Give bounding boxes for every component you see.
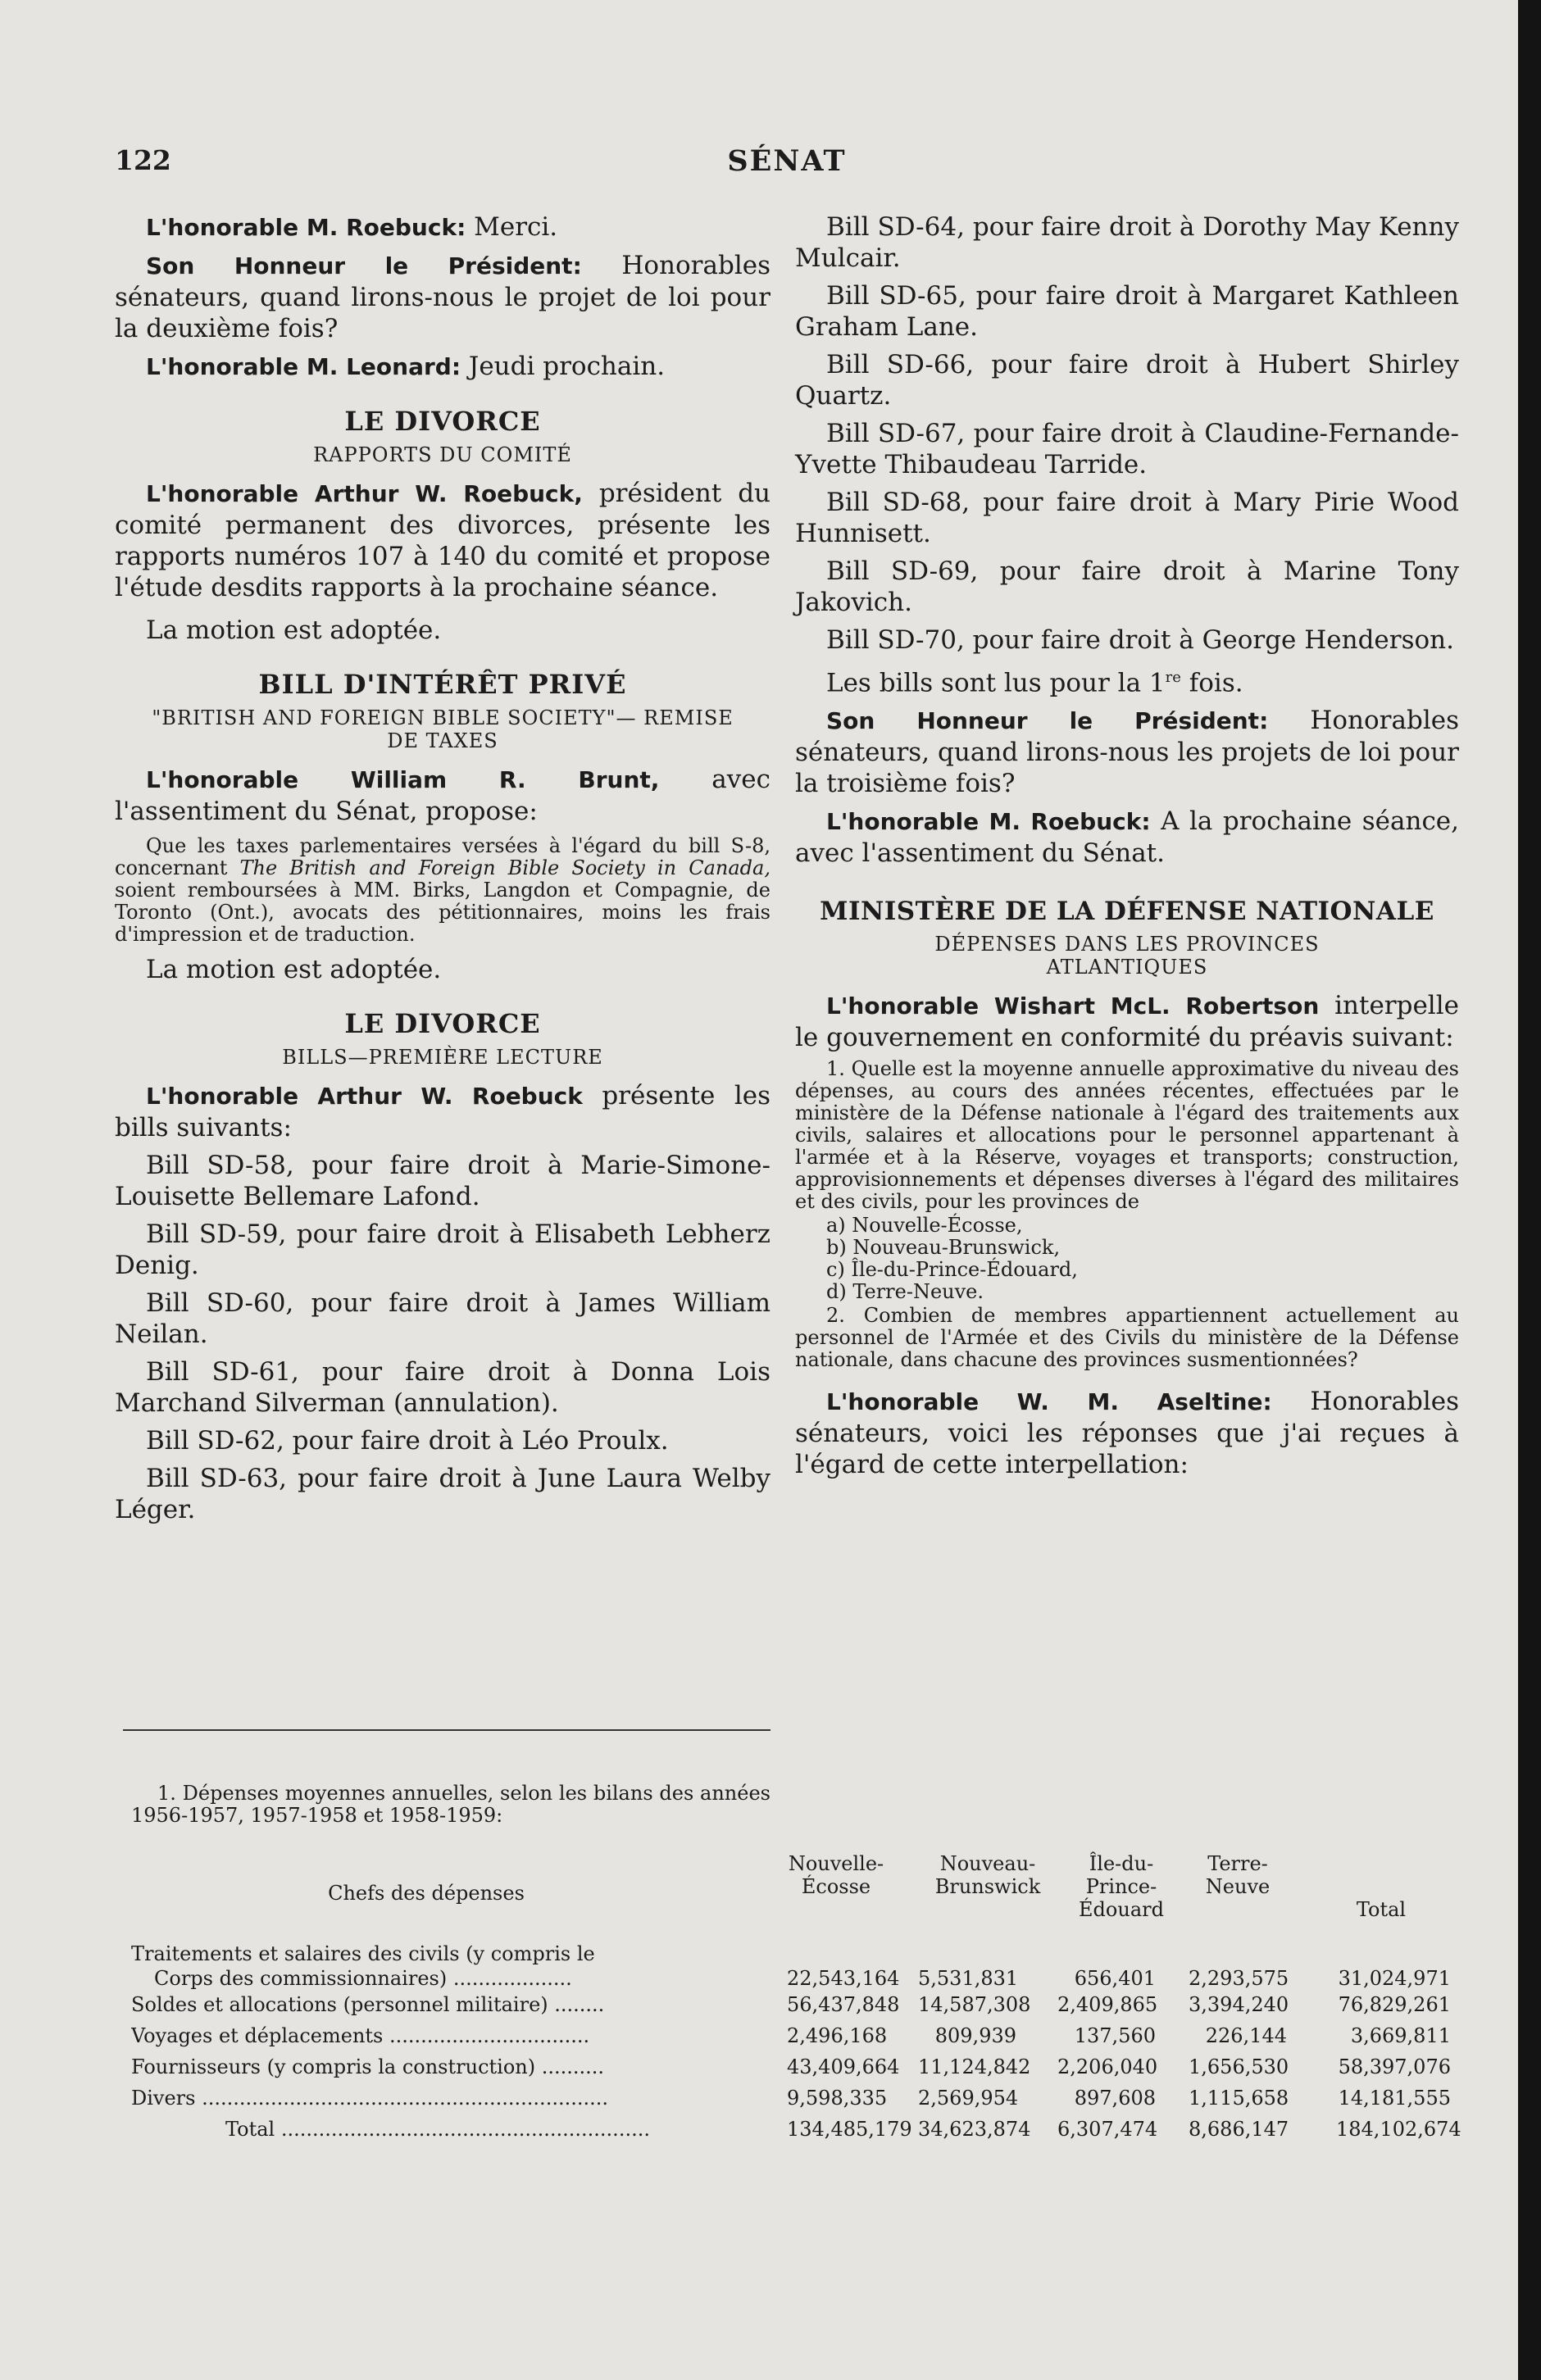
list-item: c) Île-du-Prince-Édouard, bbox=[826, 1258, 1078, 1282]
table-cell: 9,598,335 bbox=[787, 2087, 888, 2110]
section-heading: LE DIVORCE bbox=[344, 1008, 541, 1039]
table-cell: 31,024,971 bbox=[1338, 1967, 1451, 1990]
list-item: d) Terre-Neuve. bbox=[826, 1280, 984, 1304]
speaker: L'honorable Wishart McL. Robertson bbox=[826, 992, 1320, 1020]
bill-item: Bill SD-70, pour faire droit à George Henderson. bbox=[826, 625, 1454, 655]
speech: interpelle le gouvernement en conformité du préavis suivant: bbox=[795, 991, 1459, 1053]
table-label-header: Chefs des dépenses bbox=[328, 1882, 525, 1905]
table-cell: 43,409,664 bbox=[787, 2055, 900, 2078]
bill-item: Bill SD-65, pour faire droit à Margaret Kathleen Graham Lane. bbox=[795, 281, 1459, 342]
header-line: Neuve bbox=[1205, 1875, 1271, 1898]
table-cell: 137,560 bbox=[1074, 2024, 1156, 2047]
row-label: Divers ................................................................. bbox=[131, 2087, 608, 2110]
speech: Honorables sénateurs, voici les réponses que j'ai reçues à l'égard de cette interpellation: bbox=[795, 1387, 1459, 1480]
page-title: SÉNAT bbox=[727, 144, 847, 178]
paragraph: La motion est adoptée. bbox=[146, 955, 442, 984]
bill-item: Bill SD-60, pour faire droit à James William Neilan. bbox=[115, 1288, 770, 1349]
bill-item: Bill SD-69, pour faire droit à Marine Tony Jakovich. bbox=[795, 556, 1459, 617]
question-block bbox=[795, 1058, 1459, 1371]
table-cell: 11,124,842 bbox=[918, 2055, 1031, 2078]
table-cell: 34,623,874 bbox=[918, 2118, 1031, 2141]
section-subheading: BILLS—PREMIÈRE LECTURE bbox=[282, 1046, 603, 1069]
list-item: b) Nouveau-Brunswick, bbox=[826, 1236, 1061, 1260]
bill-item: Bill SD-59, pour faire droit à Elisabeth Lebherz Denig. bbox=[115, 1220, 770, 1280]
quote-text: Que les taxes parlementaires versées à l'égard du bill S-8, concernant bbox=[115, 834, 770, 879]
bill-item: Bill SD-68, pour faire droit à Mary Pirie Wood Hunnisett. bbox=[795, 488, 1459, 548]
table-row-total bbox=[131, 2118, 1461, 2142]
header-line: Nouveau- bbox=[939, 1852, 1036, 1875]
speaker: L'honorable M. Leonard: bbox=[146, 353, 461, 380]
table-cell: 3,394,240 bbox=[1189, 1993, 1289, 2016]
paragraph bbox=[795, 705, 1459, 799]
paragraph bbox=[115, 250, 770, 344]
table-cell: 184,102,674 bbox=[1336, 2118, 1461, 2141]
header-line: Brunswick bbox=[934, 1875, 1041, 1898]
table-cell: 1,115,658 bbox=[1189, 2087, 1289, 2110]
section-subheading: RAPPORTS DU COMITÉ bbox=[313, 443, 572, 466]
paragraph bbox=[795, 662, 1459, 698]
table-cell: 2,496,168 bbox=[787, 2024, 888, 2047]
question: 2. Combien de membres appartiennent actuellement au personnel de l'Armée et des Civils du ministère de la Défense nationale, dans chacune des provinces susmentionnées? bbox=[795, 1304, 1459, 1372]
section-subheading: DÉPENSES DANS LES PROVINCES ATLANTIQUES bbox=[934, 933, 1320, 979]
header-line: Île-du- bbox=[1089, 1852, 1154, 1875]
speaker: L'honorable M. Roebuck: bbox=[146, 214, 466, 241]
speaker: Son Honneur le Président: bbox=[826, 707, 1269, 735]
expenditure-table bbox=[131, 1852, 1461, 2147]
table-cell: 22,543,164 bbox=[787, 1967, 900, 1990]
question: 1. Quelle est la moyenne annuelle approximative du niveau des dépenses, au cours des années récentes, effectuées par le ministère de la Défense nationale à l'égard des traitements aux civils, salaires et allocations pour le personnel appartenant à l'armée et à la Réserve, voyages et transports; construction, approvisionnements et dépenses diverses à l'égard des militaires et des civils, pour les provinces de bbox=[795, 1057, 1459, 1214]
speech: A la prochaine séance, avec l'assentiment du Sénat. bbox=[795, 806, 1460, 869]
quote-italic: The British and Foreign Bible Society in Canada, bbox=[239, 856, 770, 879]
speech: Jeudi prochain. bbox=[461, 352, 666, 381]
header-line: Édouard bbox=[1079, 1898, 1164, 1921]
paragraph bbox=[115, 351, 770, 383]
table-cell: 656,401 bbox=[1074, 1967, 1156, 1990]
table-row bbox=[131, 1993, 1451, 2018]
bill-item: Bill SD-64, pour faire droit à Dorothy May Kenny Mulcair. bbox=[795, 212, 1459, 273]
row-label: Fournisseurs (y compris la construction) .......... bbox=[131, 2055, 605, 2078]
table-cell: 58,397,076 bbox=[1338, 2055, 1451, 2078]
row-label: Soldes et allocations (personnel militaire) ........ bbox=[131, 1993, 605, 2016]
speaker: L'honorable Arthur W. Roebuck, bbox=[146, 480, 583, 507]
speaker: L'honorable M. Roebuck: bbox=[826, 808, 1151, 836]
left-column bbox=[115, 211, 770, 1525]
footnote-rule bbox=[123, 1729, 770, 1731]
section-heading: LE DIVORCE bbox=[344, 406, 541, 437]
table-cell: 1,656,530 bbox=[1189, 2055, 1289, 2078]
text: Les bills sont lus pour la 1 bbox=[826, 668, 1166, 698]
speech: présente les bills suivants: bbox=[115, 1081, 770, 1142]
speech: Merci. bbox=[466, 212, 558, 242]
province-list bbox=[826, 1215, 1459, 1303]
table-cell: 76,829,261 bbox=[1338, 1993, 1451, 2016]
table-cell: 14,587,308 bbox=[918, 1993, 1031, 2016]
section-heading: MINISTÈRE DE LA DÉFENSE NATIONALE bbox=[820, 897, 1434, 927]
table-cell: 5,531,831 bbox=[918, 1967, 1019, 1990]
table-row bbox=[131, 1942, 1451, 1992]
column-header-nouvelle-ecosse bbox=[787, 1852, 885, 1898]
column-header-ile-du-prince-edouard bbox=[1072, 1852, 1171, 1921]
table-cell: 56,437,848 bbox=[787, 1993, 900, 2016]
table-cell: 2,569,954 bbox=[918, 2087, 1019, 2110]
table-cell: 3,669,811 bbox=[1350, 2024, 1451, 2047]
table-cell: 809,939 bbox=[934, 2024, 1016, 2047]
row-label: Traitements et salaires des civils (y compris le bbox=[131, 1942, 595, 1965]
speaker: L'honorable W. M. Aseltine: bbox=[826, 1388, 1272, 1416]
table-cell: 2,206,040 bbox=[1057, 2055, 1158, 2078]
row-label: Total ........................................................... bbox=[225, 2118, 650, 2141]
right-column bbox=[795, 211, 1459, 1480]
paragraph: La motion est adoptée. bbox=[146, 615, 442, 645]
bill-item: Bill SD-58, pour faire droit à Marie-Simone-Louisette Bellemare Lafond. bbox=[115, 1151, 770, 1211]
table-cell: 14,181,555 bbox=[1338, 2087, 1451, 2110]
table-cell: 897,608 bbox=[1074, 2087, 1156, 2110]
page-header bbox=[115, 144, 1459, 187]
row-label: Voyages et déplacements ................................ bbox=[131, 2024, 590, 2047]
speaker: L'honorable William R. Brunt, bbox=[146, 766, 660, 793]
table-cell: 8,686,147 bbox=[1189, 2118, 1289, 2141]
footnote: 1. Dépenses moyennes annuelles, selon les bilans des années 1956-1957, 1957-1958 et 1958-1959: bbox=[131, 1782, 770, 1827]
column-header-total bbox=[1311, 1898, 1451, 1921]
header-line: Nouvelle- bbox=[788, 1852, 884, 1875]
header-line: Écosse bbox=[801, 1875, 871, 1898]
paragraph bbox=[115, 764, 770, 827]
header-line: Total bbox=[1356, 1898, 1407, 1921]
table-cell: 226,144 bbox=[1205, 2024, 1287, 2047]
bill-item: Bill SD-61, pour faire droit à Donna Lois Marchand Silverman (annulation). bbox=[115, 1357, 770, 1418]
speaker: Son Honneur le Président: bbox=[146, 252, 582, 279]
speech: président du comité permanent des divorces, présente les rapports numéros 107 à 140 du comité et propose l'étude desdits rapports à la prochaine séance. bbox=[115, 479, 771, 602]
list-item: a) Nouvelle-Écosse, bbox=[826, 1214, 1023, 1238]
speech: avec l'assentiment du Sénat, propose: bbox=[115, 765, 770, 826]
paragraph bbox=[795, 1386, 1459, 1480]
section-subheading: "BRITISH AND FOREIGN BIBLE SOCIETY"— REMISE DE TAXES bbox=[152, 706, 734, 752]
speech: Honorables sénateurs, quand lirons-nous le projet de loi pour la deuxième fois? bbox=[115, 251, 770, 343]
bill-item: Bill SD-67, pour faire droit à Claudine-Fernande-Yvette Thibaudeau Tarride. bbox=[795, 419, 1459, 479]
row-label: Corps des commissionnaires) ................... bbox=[154, 1967, 572, 1990]
page-edge bbox=[1518, 0, 1541, 2380]
speech: Honorables sénateurs, quand lirons-nous les projets de loi pour la troisième fois? bbox=[795, 706, 1459, 799]
quoted-motion bbox=[115, 835, 770, 946]
quote-text: soient remboursées à MM. Birks, Langdon et Compagnie, de Toronto (Ont.), avocats des pétitionnaires, moins les frais d'impression et de traduction. bbox=[115, 879, 770, 946]
speaker: L'honorable Arthur W. Roebuck bbox=[146, 1083, 583, 1110]
bill-item: Bill SD-62, pour faire droit à Léo Proulx. bbox=[146, 1426, 669, 1456]
page-number: 122 bbox=[115, 144, 171, 176]
table-row bbox=[131, 2087, 1451, 2111]
table-cell: 2,409,865 bbox=[1057, 1993, 1158, 2016]
bill-item: Bill SD-66, pour faire droit à Hubert Shirley Quartz. bbox=[795, 350, 1459, 411]
table-row bbox=[131, 2024, 1451, 2049]
column-header-nouveau-brunswick bbox=[934, 1852, 1041, 1898]
paragraph bbox=[795, 806, 1459, 869]
superscript: re bbox=[1165, 669, 1181, 686]
text: fois. bbox=[1180, 668, 1243, 698]
paragraph bbox=[115, 478, 770, 603]
table-cell: 2,293,575 bbox=[1189, 1967, 1289, 1990]
table-cell: 6,307,474 bbox=[1057, 2118, 1158, 2141]
paragraph bbox=[115, 1080, 770, 1143]
paragraph bbox=[795, 990, 1459, 1053]
table-row bbox=[131, 2055, 1451, 2080]
header-line: Prince- bbox=[1085, 1875, 1157, 1898]
paragraph bbox=[115, 211, 770, 243]
section-heading: BILL D'INTÉRÊT PRIVÉ bbox=[258, 669, 627, 700]
column-header-terre-neuve bbox=[1189, 1852, 1287, 1898]
bill-item: Bill SD-63, pour faire droit à June Laura Welby Léger. bbox=[115, 1464, 770, 1524]
header-line: Terre- bbox=[1207, 1852, 1268, 1875]
table-cell: 134,485,179 bbox=[787, 2118, 912, 2141]
